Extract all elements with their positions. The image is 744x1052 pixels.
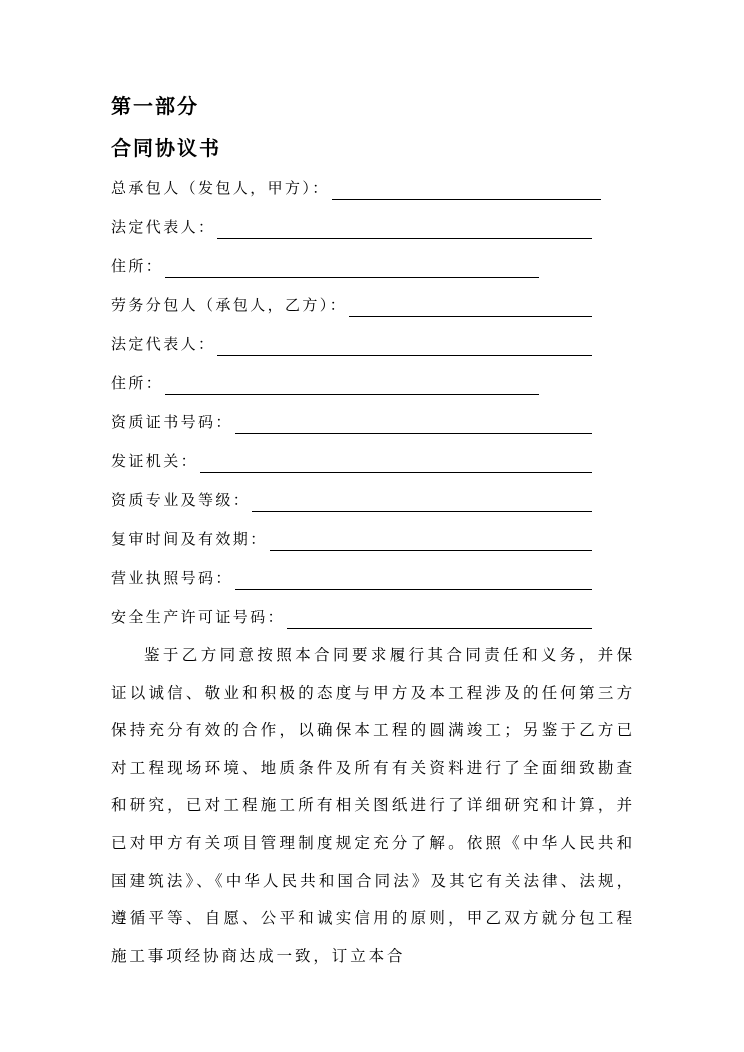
fill-in-blank[interactable]	[165, 257, 539, 278]
field-label: 法定代表人：	[111, 218, 216, 236]
field-label: 资质证书号码：	[111, 413, 233, 431]
field-label: 营业执照号码：	[111, 569, 233, 587]
document-title: 合同协议书	[111, 136, 221, 160]
field-legal-representative-party-a	[111, 211, 592, 239]
field-address-party-a	[111, 250, 539, 278]
part-heading: 第一部分	[111, 94, 199, 118]
fill-in-blank[interactable]	[270, 530, 592, 551]
fill-in-blank[interactable]	[287, 608, 592, 629]
field-label: 资质专业及等级：	[111, 491, 251, 509]
fill-in-blank[interactable]	[235, 569, 592, 590]
fill-in-blank[interactable]	[217, 335, 592, 356]
field-label: 总承包人（发包人，甲方）：	[111, 179, 330, 197]
field-qualification-specialty-grade	[111, 484, 592, 512]
contract-preamble-paragraph: 鉴于乙方同意按照本合同要求履行其合同责任和义务，并保证以诚信、敬业和积极的态度与甲方及本工程涉及的任何第三方保持充分有效的合作，以确保本工程的圆满竣工；另鉴于乙方已对工程现场环境、地质条件及所有有关资料进行了全面细致勘查和研究，已对工程施工所有相关图纸进行了详细研究和计算，并已对甲方有关项目管理制度规定充分了解。依照《中华人民共和国建筑法》、《中华人民共和国合同法》及其它有关法律、法规，遵循平等、自愿、公平和诚实信用的原则，甲乙双方就分包工程施工事项经协商达成一致，订立本合	[111, 646, 635, 965]
fill-in-blank[interactable]	[332, 179, 601, 200]
field-review-time-validity	[111, 523, 592, 551]
field-safety-production-license	[111, 601, 592, 629]
field-labor-subcontractor	[111, 289, 592, 317]
field-business-license-number	[111, 562, 592, 590]
field-label: 劳务分包人（承包人，乙方）：	[111, 296, 348, 314]
fill-in-blank[interactable]	[217, 218, 592, 239]
fill-in-blank[interactable]	[200, 452, 592, 473]
field-label: 住所：	[111, 257, 164, 275]
field-qualification-cert-number	[111, 406, 592, 434]
fill-in-blank[interactable]	[349, 296, 592, 317]
field-label: 法定代表人：	[111, 335, 216, 353]
field-issuing-authority	[111, 445, 592, 473]
field-label: 复审时间及有效期：	[111, 530, 268, 548]
field-label: 住所：	[111, 374, 164, 392]
fill-in-blank[interactable]	[252, 491, 592, 512]
field-legal-representative-party-b	[111, 328, 592, 356]
field-general-contractor	[111, 172, 601, 200]
field-label: 发证机关：	[111, 452, 199, 470]
field-address-party-b	[111, 367, 539, 395]
fill-in-blank[interactable]	[165, 374, 539, 395]
field-label: 安全生产许可证号码：	[111, 608, 286, 626]
fill-in-blank[interactable]	[235, 413, 592, 434]
